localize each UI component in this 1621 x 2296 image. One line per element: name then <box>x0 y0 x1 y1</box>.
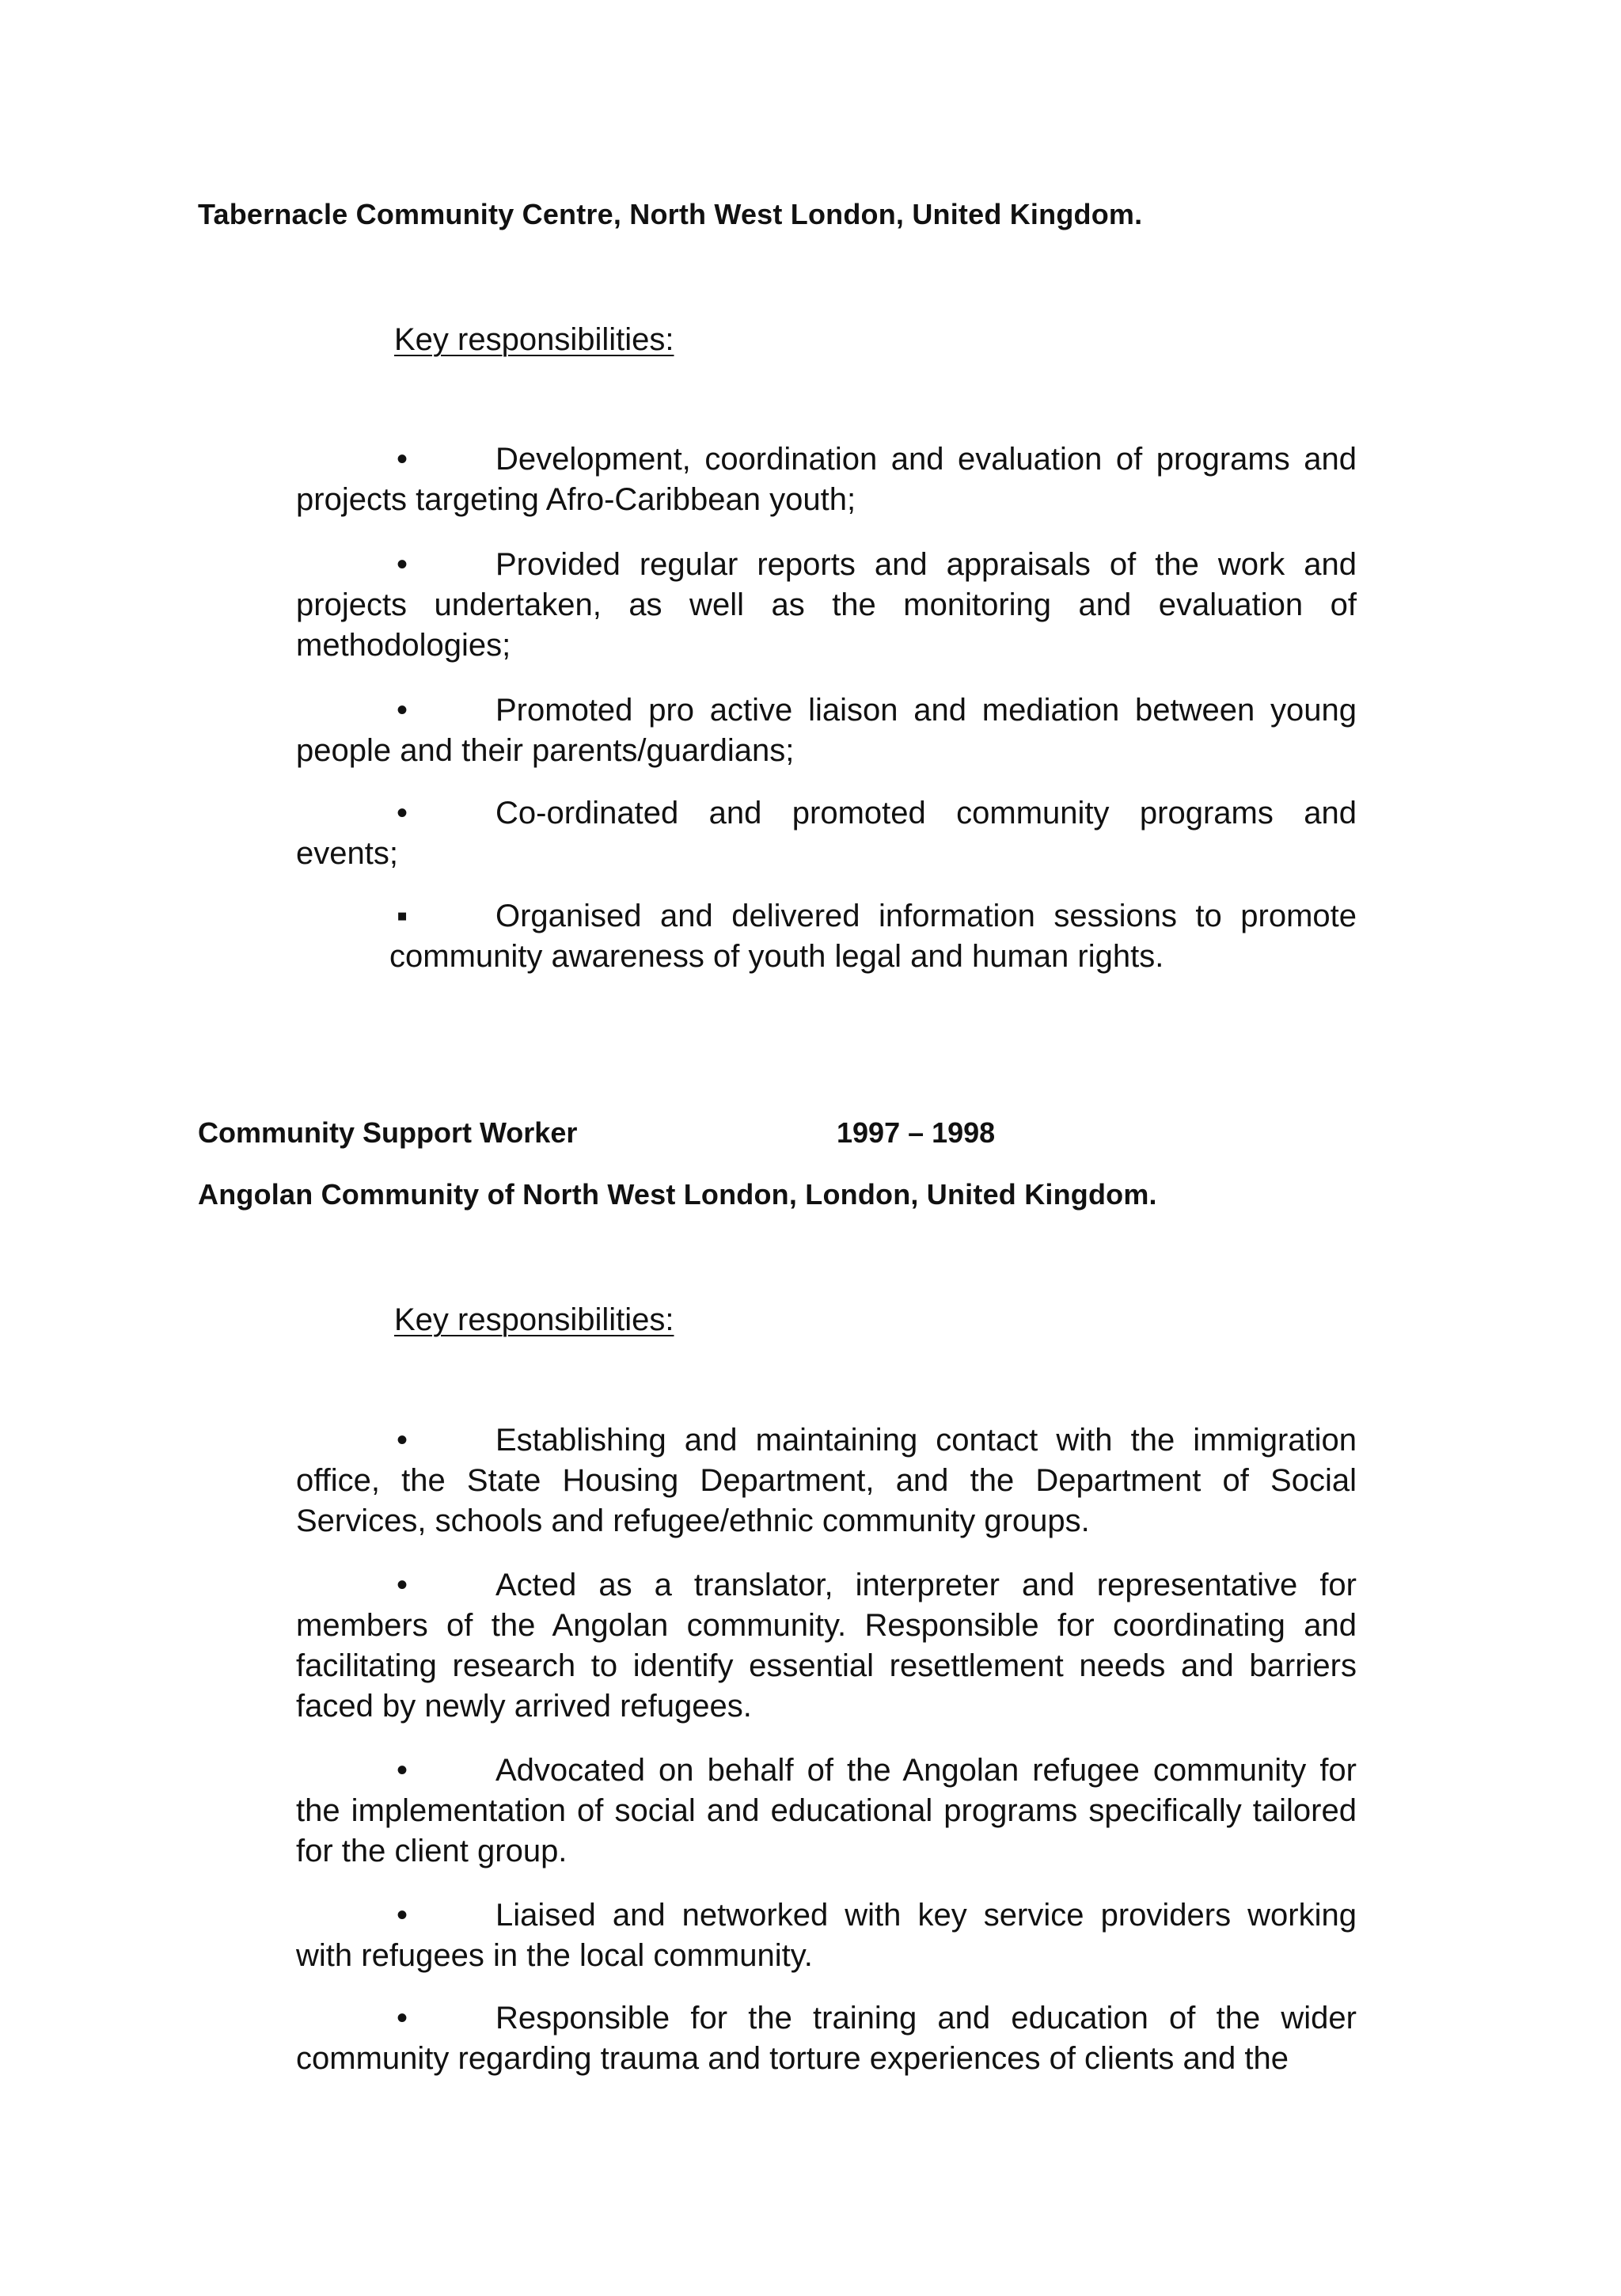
responsibility-text: Development, coordination and evaluation of programs and projects targeting Afro-Caribbean youth; <box>296 442 1357 517</box>
organisation-heading: Tabernacle Community Centre, North West London, United Kingdom. <box>198 198 1143 230</box>
job-title: Community Support Worker <box>198 1116 578 1149</box>
responsibility-text: Organised and delivered information sessions to promote community awareness of youth legal and human rights. <box>389 899 1357 974</box>
responsibility-item <box>296 793 1357 874</box>
bullet-mark: • <box>397 1423 408 1458</box>
bullet-mark: • <box>397 1753 408 1788</box>
responsibility-item <box>296 1751 1357 1872</box>
bullet-mark: • <box>397 1568 408 1602</box>
bullet-mark: • <box>397 547 408 582</box>
responsibility-text: Provided regular reports and appraisals of the work and projects undertaken, as well as the monitoring and evaluation of methodologies; <box>296 547 1357 663</box>
responsibility-item <box>296 1420 1357 1541</box>
responsibility-text: Acted as a translator, interpreter and representative for members of the Angolan community. Responsible for coordinating and facilitating research to identify essential resettlement needs and barriers faced by newly arrived refugees. <box>296 1568 1357 1724</box>
organisation-heading: Angolan Community of North West London, London, United Kingdom. <box>198 1178 1157 1211</box>
responsibility-item <box>296 545 1357 666</box>
responsibility-text: Establishing and maintaining contact with the immigration office, the State Housing Department, and the Department of Social Services, schools and refugee/ethnic community groups. <box>296 1423 1357 1538</box>
key-responsibilities-label: Key responsibilities: <box>394 322 674 357</box>
bullet-mark: • <box>397 796 408 831</box>
responsibility-text: Advocated on behalf of the Angolan refugee community for the implementation of social and educational programs specifically tailored for the client group. <box>296 1753 1357 1868</box>
bullet-mark: • <box>397 442 408 477</box>
responsibility-text: Promoted pro active liaison and mediation between young people and their parents/guardians; <box>296 693 1357 768</box>
responsibility-item <box>296 439 1357 520</box>
bullet-mark: • <box>397 2001 408 2036</box>
responsibility-item <box>296 690 1357 771</box>
responsibility-item <box>296 1998 1357 2079</box>
responsibility-item <box>296 1895 1357 1976</box>
responsibility-text: Liaised and networked with key service providers working with refugees in the local community. <box>296 1898 1357 1973</box>
responsibility-item <box>296 1565 1357 1727</box>
key-responsibilities-label: Key responsibilities: <box>394 1302 674 1337</box>
square-bullet-mark: ▪ <box>397 899 408 933</box>
bullet-mark: • <box>397 693 408 728</box>
bullet-mark: • <box>397 1898 408 1933</box>
responsibility-item <box>389 896 1357 977</box>
responsibility-text: Responsible for the training and education of the wider community regarding trauma and torture experiences of clients and the <box>296 2001 1357 2076</box>
responsibility-text: Co-ordinated and promoted community programs and events; <box>296 796 1357 871</box>
job-dates: 1997 – 1998 <box>837 1116 996 1149</box>
